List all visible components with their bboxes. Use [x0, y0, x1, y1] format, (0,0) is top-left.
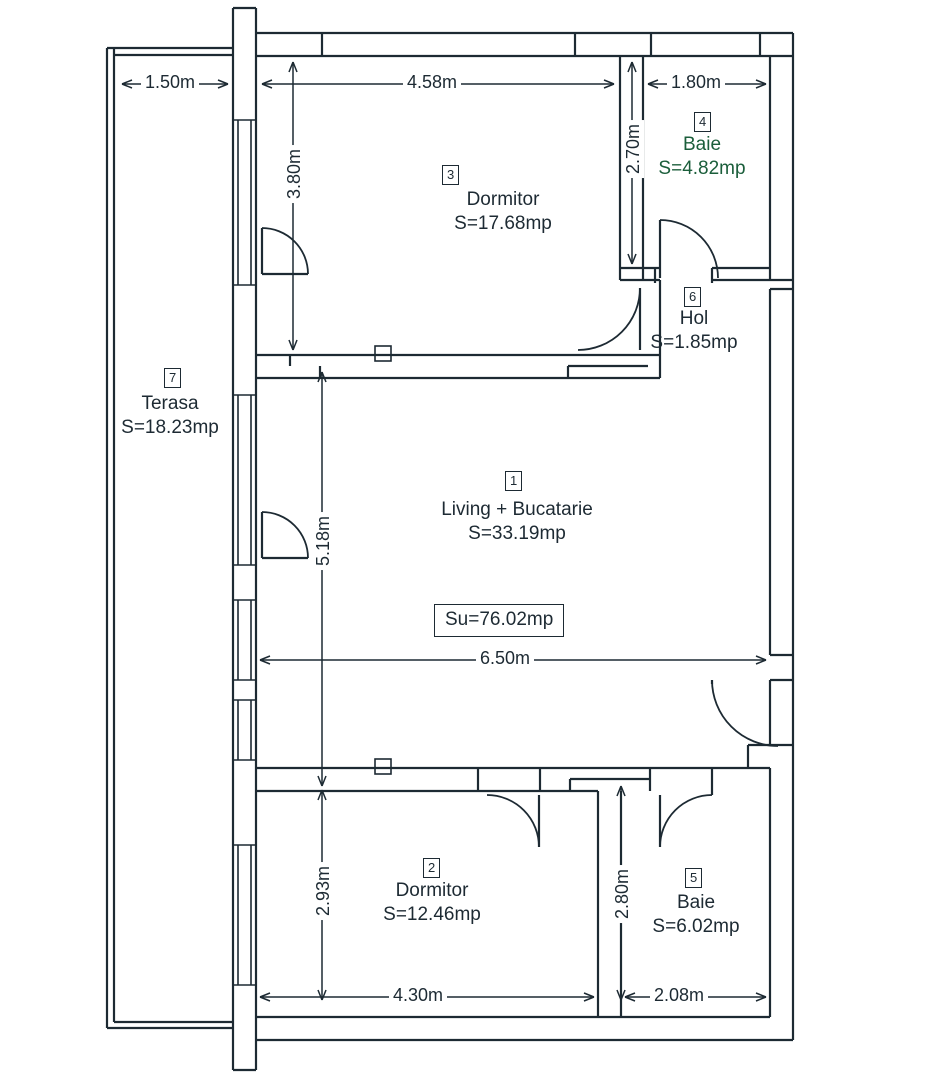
- room-name-5: Baie: [676, 892, 716, 913]
- room-area-3: S=17.68mp: [454, 212, 552, 234]
- room-name-6: Hol: [679, 308, 709, 329]
- dimension-bath5-width: 2.08m: [650, 985, 708, 1006]
- dimension-living-width: 6.50m: [476, 648, 534, 669]
- room-label-2: [342, 879, 522, 927]
- room-name-7: Terasa: [141, 393, 199, 414]
- room-label-5: [606, 891, 786, 939]
- dimension-terrace-width: 1.50m: [141, 72, 199, 93]
- dimension-bedroom2-width: 4.30m: [389, 985, 447, 1006]
- room-area-5: S=6.02mp: [652, 915, 740, 937]
- room-area-6: S=1.85mp: [650, 331, 738, 353]
- dimension-bath5-depth: 2.80m: [612, 865, 633, 923]
- room-area-4: S=4.82mp: [658, 157, 746, 179]
- room-name-4: Baie: [682, 134, 722, 155]
- room-area-1: S=33.19mp: [468, 522, 566, 544]
- room-number-2: 2: [423, 858, 440, 878]
- room-area-7: S=18.23mp: [121, 416, 219, 438]
- room-name-1: Living + Bucatarie: [441, 499, 593, 520]
- room-label-6: [604, 307, 784, 355]
- room-number-3: 3: [442, 165, 459, 185]
- room-number-4: 4: [694, 112, 711, 132]
- dimension-bedroom3-width: 4.58m: [403, 72, 461, 93]
- room-number-6: 6: [684, 287, 701, 307]
- room-name-2: Dormitor: [395, 880, 469, 901]
- room-area-2: S=12.46mp: [383, 903, 481, 925]
- room-number-1: 1: [505, 471, 522, 491]
- room-label-1: [427, 498, 607, 546]
- dimension-bedroom3-depth: 3.80m: [284, 145, 305, 203]
- room-number-7: 7: [164, 368, 181, 388]
- room-number-5: 5: [685, 868, 702, 888]
- room-label-3: [413, 188, 593, 236]
- total-area-box: Su=76.02mp: [434, 604, 564, 637]
- room-name-3: Dormitor: [466, 189, 540, 210]
- room-label-7: [80, 392, 260, 440]
- dimension-bath4-depth: 2.70m: [623, 120, 644, 178]
- dimension-bedroom2-depth: 2.93m: [313, 862, 334, 920]
- dimension-bath4-width: 1.80m: [667, 72, 725, 93]
- dimension-living-depth: 5.18m: [313, 512, 334, 570]
